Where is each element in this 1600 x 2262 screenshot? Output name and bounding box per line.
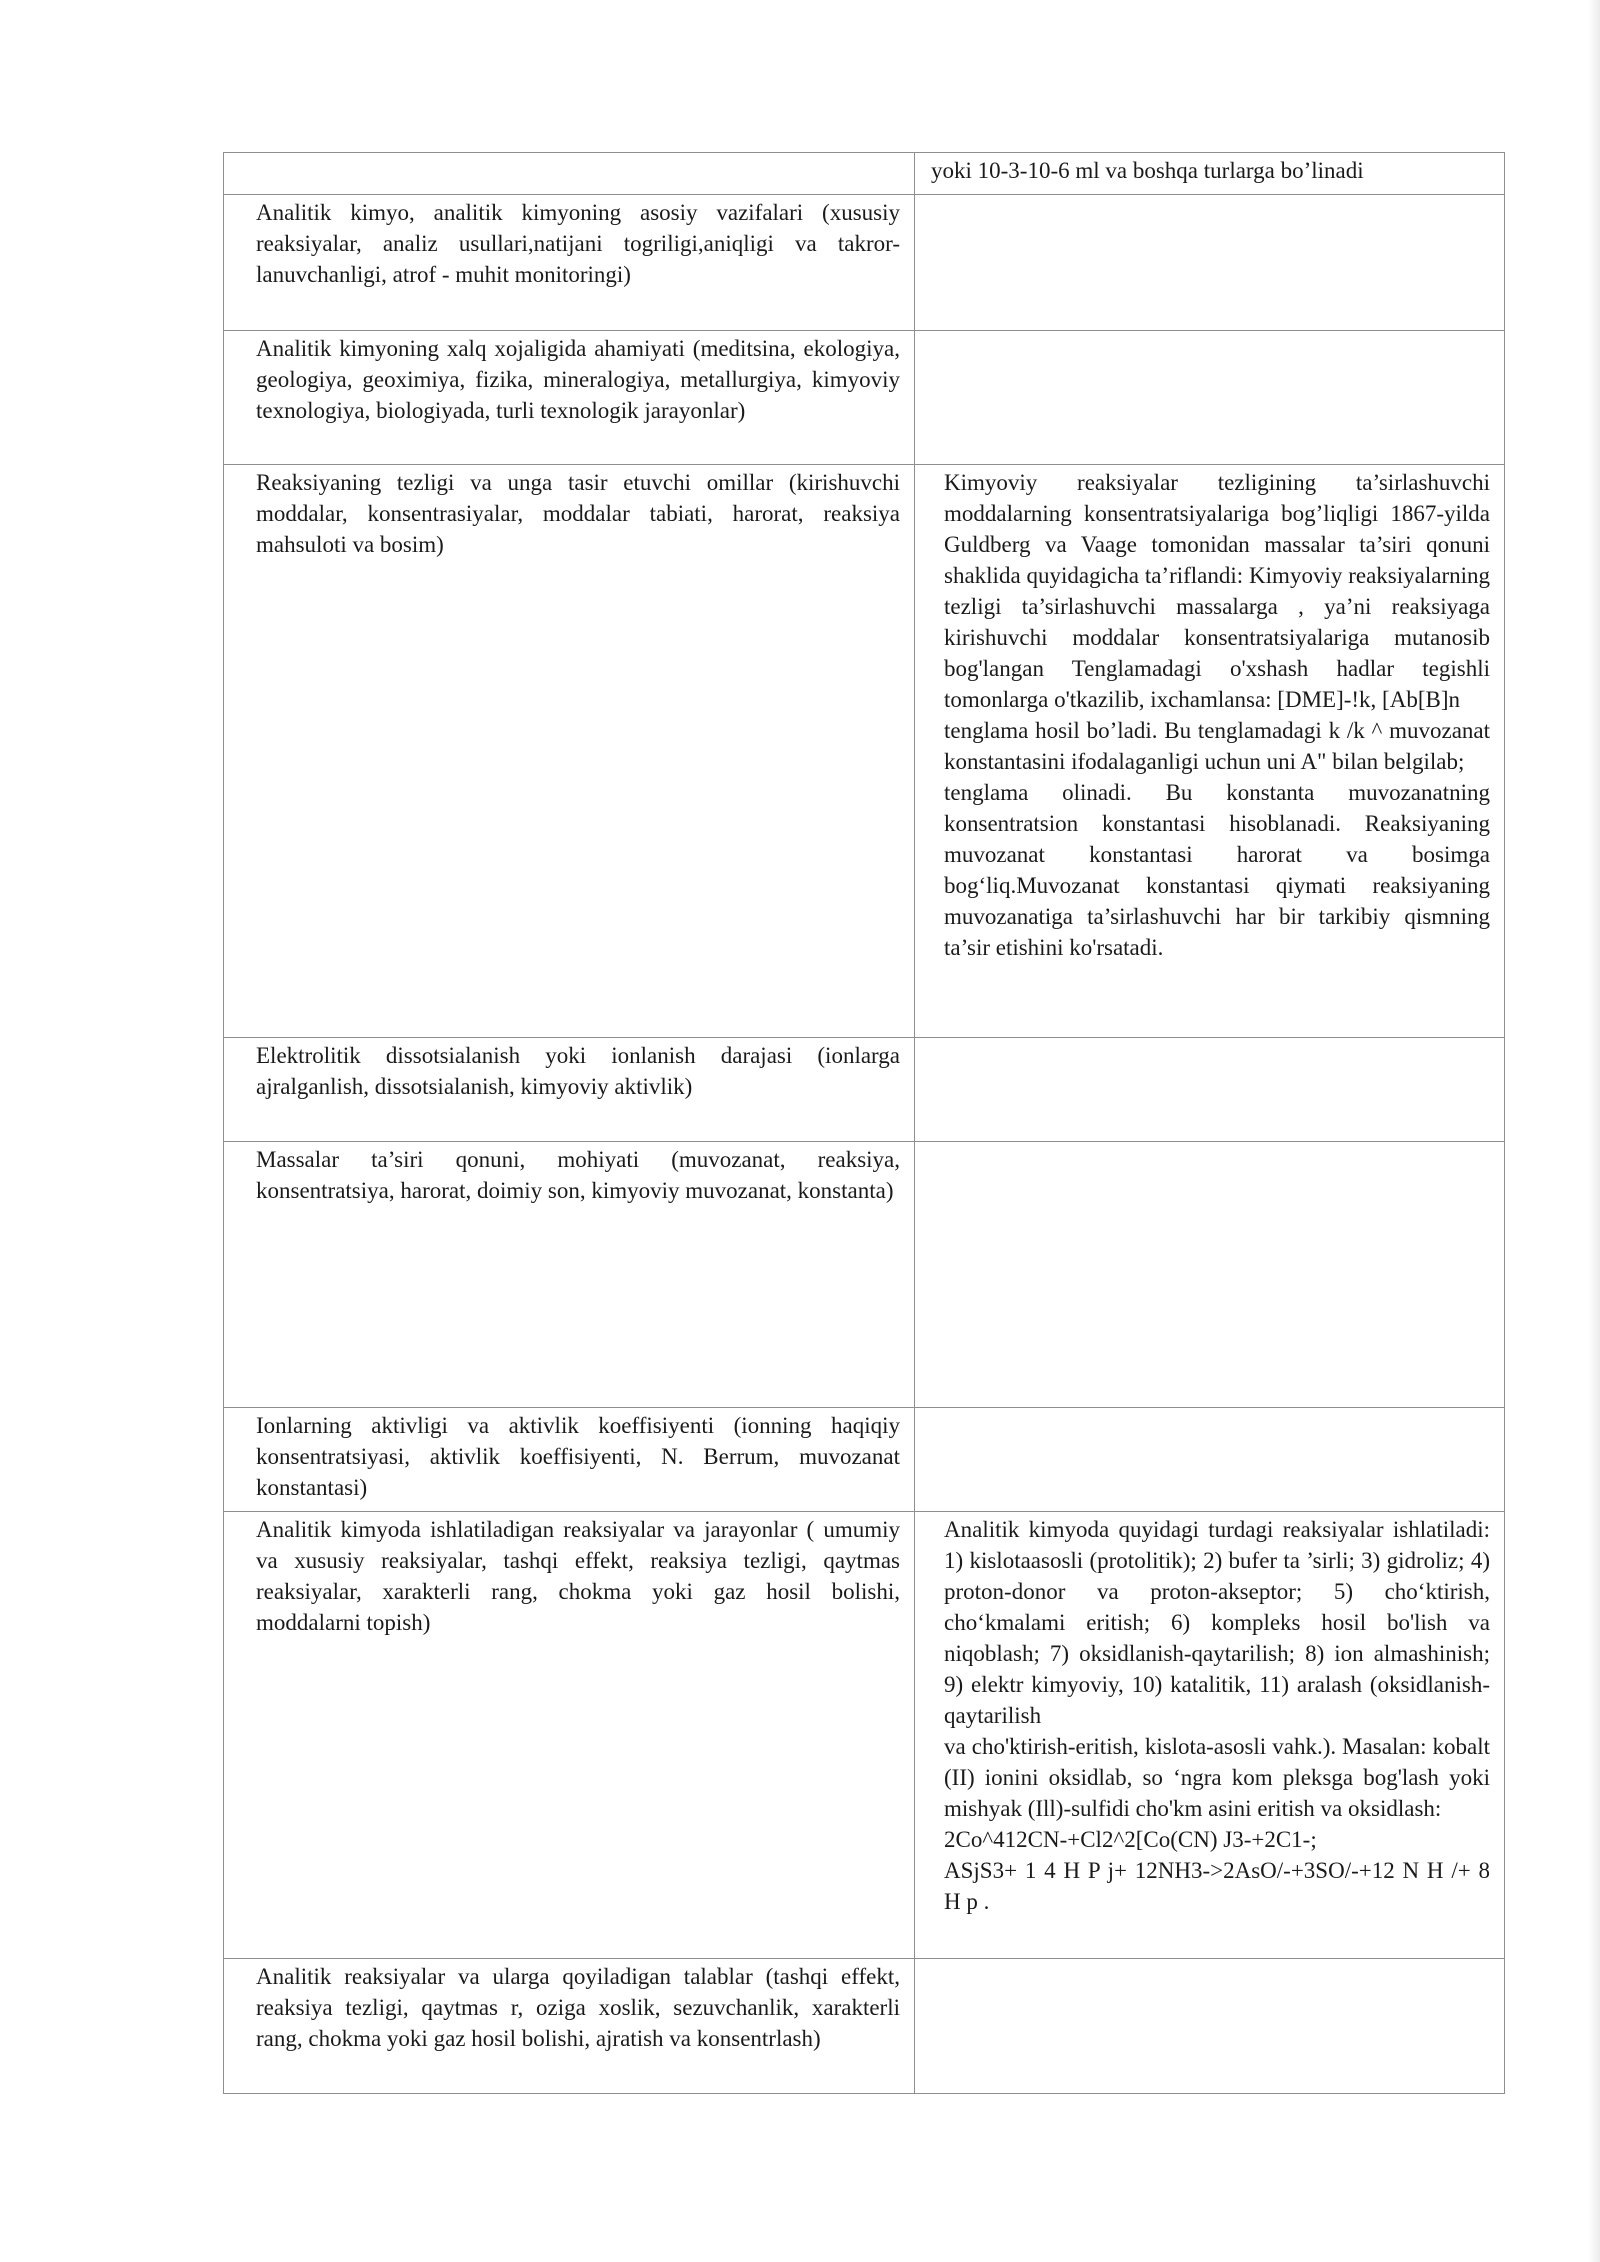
table-cell-topic: Analitik kimyo, analitik kimyoning asosiy vazifalari (xususiy reaksiyalar, analiz usullari,natijani togriligi,aniqligi va takror-lanuvchanligi, atrof - muhit monitoringi) bbox=[224, 195, 915, 331]
table-cell-topic bbox=[224, 153, 915, 195]
reaction-equation: 2Co^412CN-+Cl2^2[Co(CN) J3-+2C1-; bbox=[944, 1827, 1317, 1852]
table-row bbox=[224, 1038, 1505, 1142]
table-cell-content bbox=[915, 331, 1505, 465]
table-cell-topic: Ionlarning aktivligi va aktivlik koeffisiyenti (ionning haqiqiy konsentratsiyasi, aktivlik koeffisiyenti, N. Berrum, muvozanat konstantasi) bbox=[224, 1408, 915, 1512]
table-row bbox=[224, 1512, 1505, 1959]
table-cell-content: yoki 10-3-10-6 ml va boshqa turlarga bo’linadi bbox=[915, 153, 1505, 195]
content-paragraph: Analitik kimyoda quyidagi turdagi reaksiyalar ishlatiladi: 1) kislotaasosli (protolitik); 2) bufer ta ’sirli; 3) gidroliz; 4) proton-donor va proton-akseptor; 5) cho‘ktirish, cho‘kmalami eritish; 6) kompleks hosil bo'lish va niqoblash; 7) oksidlanish-qaytarilish; 8) ion almashinish; 9) elektr kimyoviy, 10) katalitik, 11) aralash (oksidlanish-qaytarilish bbox=[944, 1517, 1490, 1728]
content-paragraph: Kimyoviy reaksiyalar tezligining ta’sirlashuvchi moddalarning konsentratsiyalariga bog’liqligi 1867-yilda Guldberg va Vaage tomonidan massalar ta’siri qonuni shaklida quyidagicha ta’riflandi: Kimyoviy reaksiyalarning tezligi ta’sirlashuvchi massalarga , ya’ni reaksiyaga kirishuvchi moddalar konsentratsiyalariga mutanosib bog'langan Tenglamadagi o'xshash hadlar tegishli tomonlarga o'tkazilib, ixchamlansa: [DME]-!k, [Ab[B]n bbox=[944, 470, 1490, 712]
table-row bbox=[224, 1142, 1505, 1408]
table-cell-content bbox=[915, 195, 1505, 331]
table-cell-topic: Massalar ta’siri qonuni, mohiyati (muvozanat, reaksiya, konsentratsiya, harorat, doimiy son, kimyoviy muvozanat, konstanta) bbox=[224, 1142, 915, 1408]
page-edge-shadow bbox=[1588, 0, 1600, 2262]
content-paragraph: va cho'ktirish-eritish, kislota-asosli vahk.). Masalan: kobalt (II) ionini oksidlab, so ‘ngra kom pleksga bog'lash yoki mishyak (Ill)-sulfidi cho'km asini eritish va oksidlash: bbox=[944, 1734, 1490, 1821]
table-cell-content bbox=[915, 1038, 1505, 1142]
content-paragraph: tenglama olinadi. Bu konstanta muvozanatning konsentratsion konstantasi hisoblanadi. Reaksiyaning muvozanat konstantasi harorat va bosimga bog‘liq.Muvozanat konstantasi qiymati reaksiyaning muvozanatiga ta’sirlashuvchi har bir tarkibiy qismning ta’sir etishini ko'rsatadi. bbox=[944, 780, 1490, 960]
document-table bbox=[223, 152, 1505, 2094]
reaction-equation: ASjS3+ 1 4 H P j+ 12NH3->2AsO/-+3SO/-+12 N H /+ 8 H p . bbox=[944, 1858, 1490, 1914]
table-row bbox=[224, 331, 1505, 465]
table-row bbox=[224, 465, 1505, 1038]
table-cell-topic: Analitik reaksiyalar va ularga qoyiladigan talablar (tashqi effekt, reaksiya tezligi, qaytmas r, oziga xoslik, sezuvchanlik, xarakterli rang, chokma yoki gaz hosil bolishi, ajratish va konsentrlash) bbox=[224, 1959, 915, 2094]
table-cell-content bbox=[915, 465, 1505, 1038]
table-cell-content bbox=[915, 1142, 1505, 1408]
content-paragraph: tenglama hosil bo’ladi. Bu tenglamadagi k /k ^ muvozanat konstantasini ifodalaganligi uchun uni A" bilan belgilab; bbox=[944, 718, 1490, 774]
table-cell-content bbox=[915, 1959, 1505, 2094]
table-cell-topic: Analitik kimyoda ishlatiladigan reaksiyalar va jarayonlar ( umumiy va xususiy reaksiyalar, tashqi effekt, reaksiya tezligi, qaytmas reaksiyalar, xarakterli rang, chokma yoki gaz hosil bolishi, moddalarni topish) bbox=[224, 1512, 915, 1959]
table-cell-topic: Reaksiyaning tezligi va unga tasir etuvchi omillar (kirishuvchi moddalar, konsentrasiyalar, moddalar tabiati, harorat, reaksiya mahsuloti va bosim) bbox=[224, 465, 915, 1038]
table-cell-topic: Analitik kimyoning xalq xojaligida ahamiyati (meditsina, ekologiya, geologiya, geoximiya, fizika, mineralogiya, metallurgiya, kimyoviy texnologiya, biologiyada, turli texnologik jarayonlar) bbox=[224, 331, 915, 465]
table-row bbox=[224, 195, 1505, 331]
table-cell-topic: Elektrolitik dissotsialanish yoki ionlanish darajasi (ionlarga ajralganlish, dissotsialanish, kimyoviy aktivlik) bbox=[224, 1038, 915, 1142]
table-row bbox=[224, 1959, 1505, 2094]
table-cell-content bbox=[915, 1512, 1505, 1959]
table-cell-content bbox=[915, 1408, 1505, 1512]
table-row bbox=[224, 153, 1505, 195]
table-row bbox=[224, 1408, 1505, 1512]
